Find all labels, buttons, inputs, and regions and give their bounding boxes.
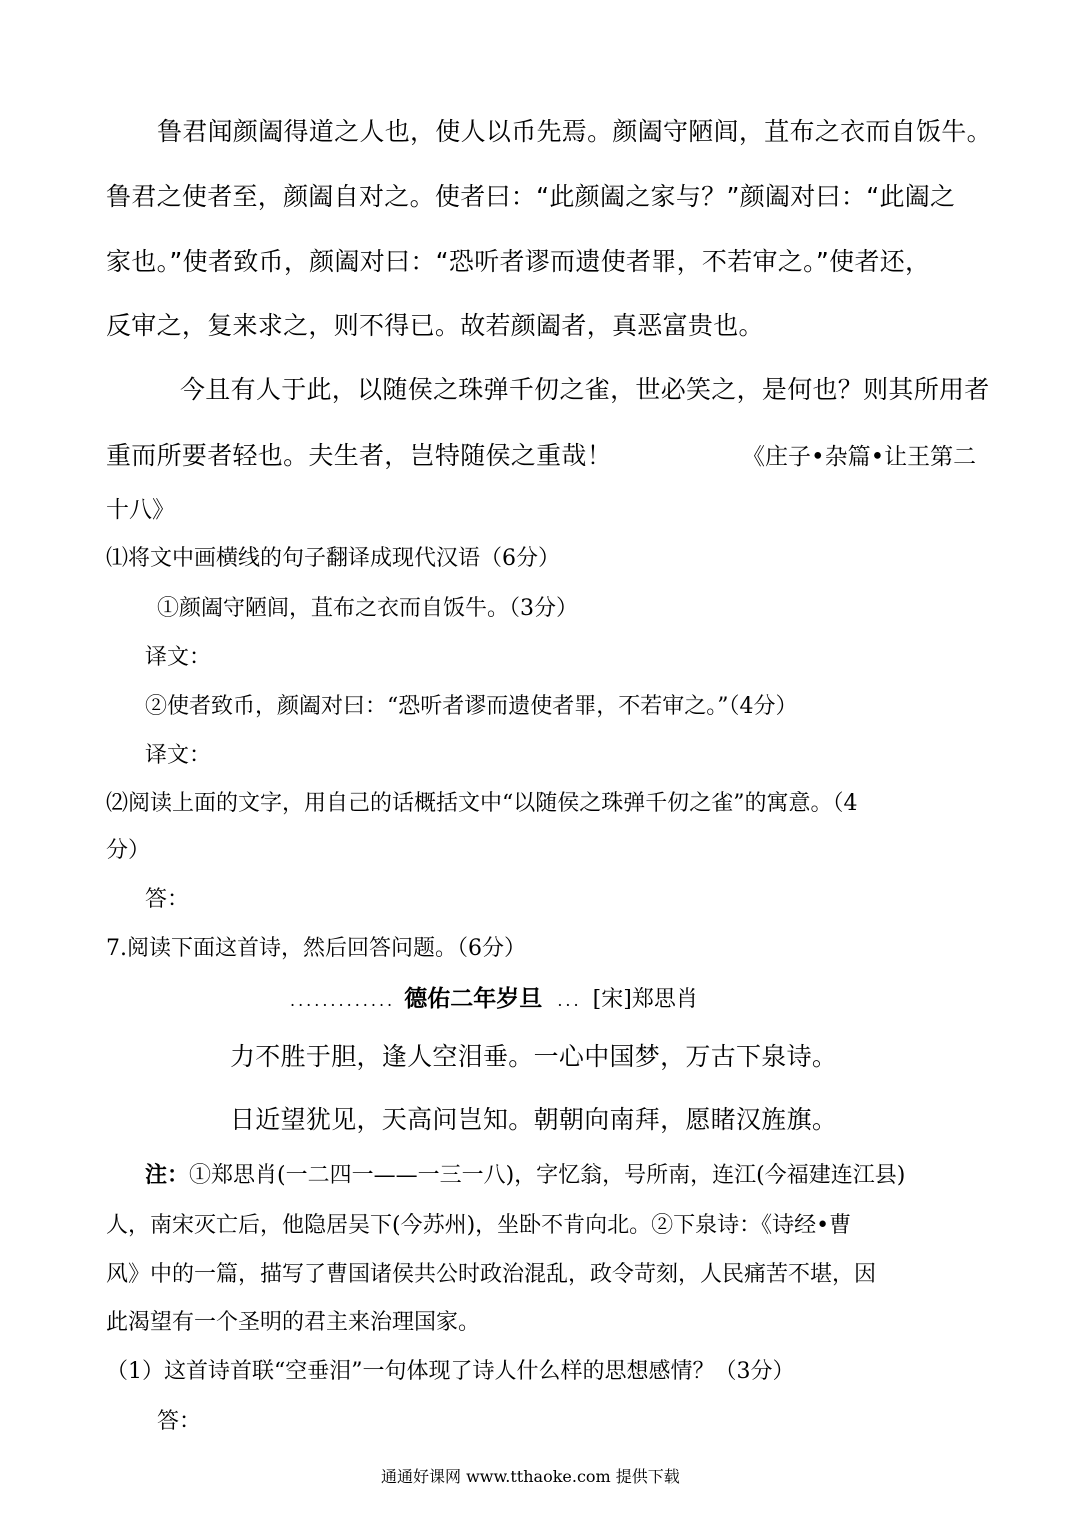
source-citation-end: 十八》 xyxy=(106,497,175,523)
question-2-end: 分） xyxy=(106,838,151,863)
question-2: ⑵阅读上面的文字，用自己的话概括文中“以随侯之珠弹千仞之雀”的寓意。（4 xyxy=(106,791,858,816)
poem-question-1: （1）这首诗首联“空垂泪”一句体现了诗人什么样的思想感情？（3分） xyxy=(106,1359,795,1384)
note-line xyxy=(145,1158,905,1189)
question-1-2: ②使者致币，颜阖对曰：“恐听者谬而遗使者罪，不若审之。”（4分） xyxy=(145,694,798,719)
note-line: 人，南宋灭亡后，他隐居吴下(今苏州)，坐卧不肯向北。②下泉诗：《诗经•曹 xyxy=(106,1213,852,1238)
note-line: 风》中的一篇，描写了曹国诸侯共公时政治混乱，政令苛刻，人民痛苦不堪，因 xyxy=(106,1262,877,1287)
answer-label: 译文： xyxy=(145,743,212,768)
passage-line: 鲁君之使者至，颜阖自对之。使者曰：“此颜阖之家与？”颜阖对曰：“此阖之 xyxy=(106,182,956,211)
passage-line: 鲁君闻颜阖得道之人也，使人以币先焉。颜阖守陋闾，苴布之衣而自饭牛。 xyxy=(157,117,992,146)
page-footer: 通通好课网 www.tthaoke.com 提供下载 xyxy=(381,1467,680,1486)
question-1-1: ①颜阖守陋闾，苴布之衣而自饭牛。（3分） xyxy=(157,596,578,621)
poem-line: 力不胜于胆，逢人空泪垂。一心中国梦，万古下泉诗。 xyxy=(230,1042,838,1071)
source-citation: 《庄子•杂篇•让王第二 xyxy=(742,444,977,470)
passage-line: 反审之，复来求之，则不得已。故若颜阖者，真恶富贵也。 xyxy=(106,311,764,340)
answer-label: 译文： xyxy=(145,645,212,670)
passage-line: 家也。”使者致币，颜阖对曰：“恐听者谬而遗使者罪，不若审之。”使者还， xyxy=(106,247,931,276)
note-line: 此渴望有一个圣明的君主来治理国家。 xyxy=(106,1310,481,1335)
poem-title: 德佑二年岁旦 xyxy=(404,986,543,1012)
poem-author: [宋]郑思肖 xyxy=(592,987,698,1012)
question-7: 7.阅读下面这首诗，然后回答问题。（6分） xyxy=(106,936,526,961)
answer-label: 答： xyxy=(157,1409,202,1434)
note-text: ①郑思肖(一二四一——一三一八)，字忆翁，号所南，连江(今福建连江县) xyxy=(189,1163,906,1188)
poem-line: 日近望犹见，天高问岂知。朝朝向南拜，愿睹汉旌旗。 xyxy=(230,1105,838,1134)
leader-dots: ............. xyxy=(290,991,396,1010)
answer-label: 答： xyxy=(145,887,190,912)
leader-dots: ... xyxy=(557,991,582,1010)
passage-line: 重而所要者轻也。夫生者，岂特随侯之重哉！ xyxy=(106,441,613,470)
question-1-title: ⑴将文中画横线的句子翻译成现代汉语（6分） xyxy=(106,546,560,571)
note-label: 注： xyxy=(145,1163,190,1188)
passage-line: 今且有人于此，以随侯之珠弹千仞之雀，世必笑之，是何也？则其所用者 xyxy=(180,375,990,404)
poem-title-row xyxy=(290,980,698,1013)
